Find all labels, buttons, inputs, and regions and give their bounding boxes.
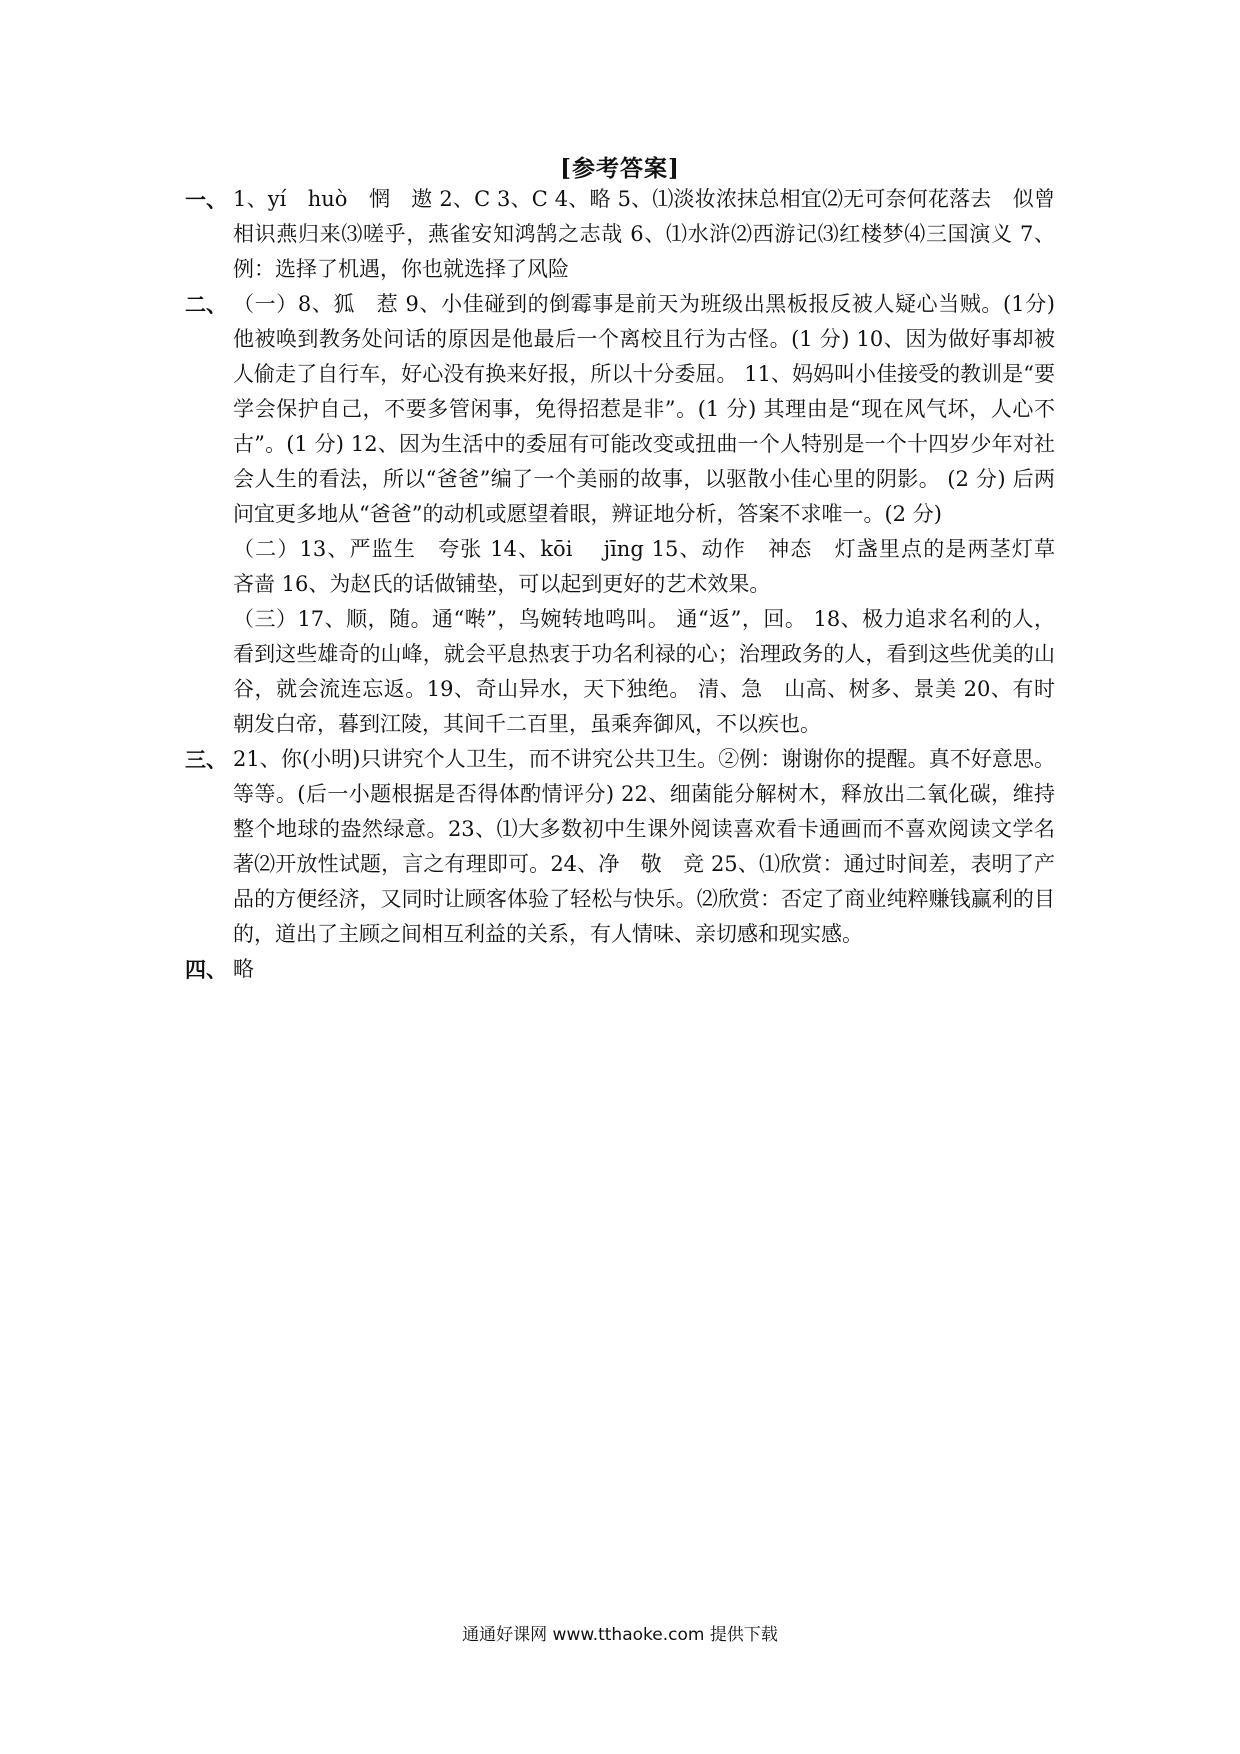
answer-paragraph: （三）17、顺，随。通“啭”，鸟婉转地鸣叫。 通“返”，回。 18、极力追求名利的人，看到这些雄奇的山峰，就会平息热衷于功名利禄的心；治理政务的人，看到这些优美的山谷，就会流连忘返。19、奇山异水，天下独绝。 清、急 山高、树多、景美 20、有时朝发白帝，暮到江陵，其间千二百里，虽乘奔御风，不以疾也。: [233, 607, 1055, 736]
section-number: 二、: [185, 292, 227, 317]
section-3: [185, 742, 1055, 952]
section-2: [185, 287, 1076, 742]
answer-paragraph: 略: [233, 957, 254, 981]
answer-paragraph: 21、你(小明)只讲究个人卫生，而不讲究公共卫生。②例：谢谢你的提醒。真不好意思。等等。(后一小题根据是否得体酌情评分) 22、细菌能分解树木，释放出二氧化碳，维持整个地球的盎然绿意。23、⑴大多数初中生课外阅读喜欢看卡通画而不喜欢阅读文学名著⑵开放性试题，言之有理即可。24、净 敬 竞 25、⑴欣赏：通过时间差，表明了产品的方便经济，又同时让顾客体验了轻松与快乐。⑵欣赏：否定了商业纯粹赚钱赢利的目的，道出了主顾之间相互利益的关系，有人情味、亲切感和现实感。: [233, 747, 1055, 946]
section-4: [185, 952, 1055, 987]
answer-paragraph: （二）13、严监生 夸张 14、kōi jīng 15、动作 神态 灯盏里点的是两茎灯草 吝啬 16、为赵氏的话做铺垫，可以起到更好的艺术效果。: [233, 537, 1076, 596]
answer-paragraph: （一）8、狐 惹 9、小佳碰到的倒霉事是前天为班级出黑板报反被人疑心当贼。(1分) 他被唤到教务处问话的原因是他最后一个离校且行为古怪。(1 分) 10、因为做好事却被人偷走了自行车，好心没有换来好报，所以十分委屈。 11、妈妈叫小佳接受的教训是“要学会保护自己，不要多管闲事，免得招惹是非”。(1 分) 其理由是“现在风气坏，人心不古”。(1 分) 12、因为生活中的委屈有可能改变或扭曲一个人特别是一个十四岁少年对社会人生的看法，所以“爸爸”编了一个美丽的故事，以驱散小佳心里的阴影。 (2 分) 后两问宜更多地从“爸爸”的动机或愿望着眼，辨证地分析，答案不求唯一。(2 分): [233, 292, 1055, 526]
page-footer: 通通好课网 www.tthaoke.com 提供下载: [462, 1625, 778, 1645]
section-number: 四、: [185, 957, 227, 982]
page-title: [参考答案]: [560, 155, 680, 182]
answer-content: [185, 182, 1076, 987]
answer-paragraph: 1、yí huò 惘 遨 2、C 3、C 4、略 5、⑴淡妆浓抹总相宜⑵无可奈何花落去 似曾相识燕归来⑶嗟乎，燕雀安知鸿鹄之志哉 6、⑴水浒⑵西游记⑶红楼梦⑷三国演义 7、例：选择了机遇，你也就选择了风险: [233, 187, 1055, 281]
section-number: 一、: [185, 187, 227, 212]
section-1: [185, 182, 1055, 287]
section-number: 三、: [185, 747, 227, 772]
